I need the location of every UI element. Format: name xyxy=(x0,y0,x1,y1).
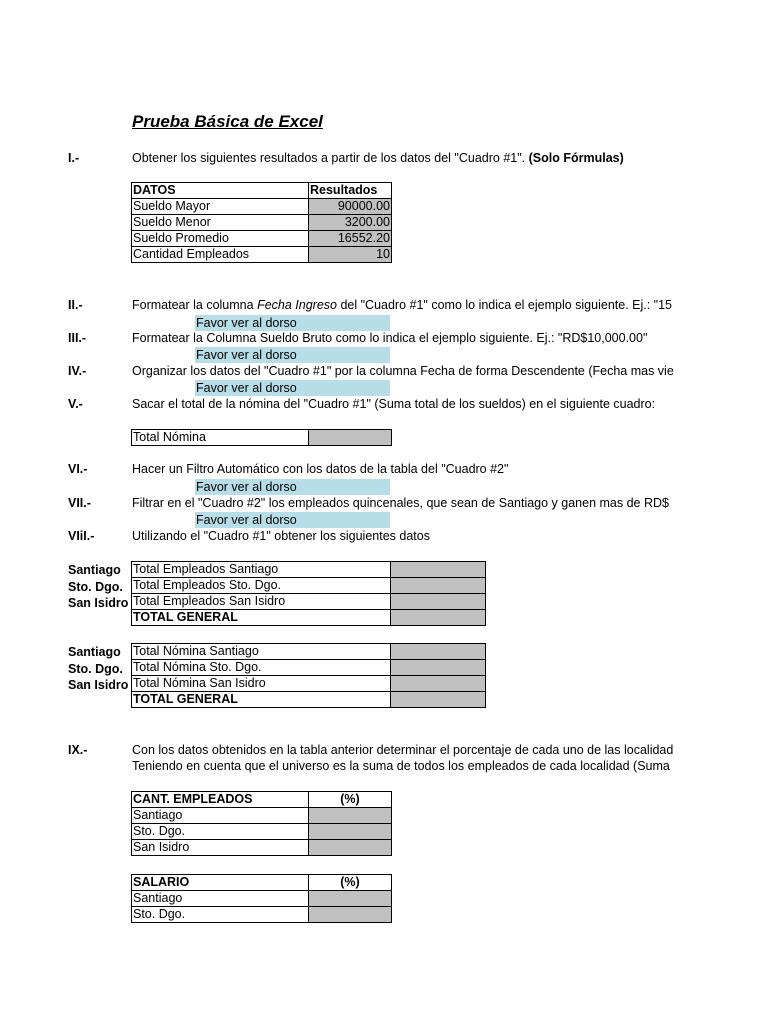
section-1-instruction: Obtener los siguientes resultados a partir de los datos del "Cuadro #1". xyxy=(132,151,526,165)
note-cell: Favor ver al dorso xyxy=(195,315,390,331)
total-nomina-table xyxy=(131,429,392,446)
section-7-text: Filtrar en el "Cuadro #2" los empleados quincenales, que sean de Santiago y ganen mas de RD$ xyxy=(132,496,669,510)
nomina-value[interactable] xyxy=(391,660,486,676)
section-2-post: del "Cuadro #1" como lo indica el ejemplo siguiente. Ej.: "15 xyxy=(336,298,673,312)
nomina-total-label: TOTAL GENERAL xyxy=(132,692,391,708)
result-cell[interactable]: 90000.00 xyxy=(309,199,392,215)
location-label: Sto. Dgo. xyxy=(68,579,123,594)
note-cell: Favor ver al dorso xyxy=(195,347,390,363)
nomina-total-value[interactable] xyxy=(391,692,486,708)
section-6-text: Hacer un Filtro Automático con los datos de la tabla del "Cuadro #2" xyxy=(132,462,509,476)
salario-header: SALARIO xyxy=(132,875,309,891)
cant-empleados-header: CANT. EMPLEADOS xyxy=(132,792,309,808)
empleados-label: Total Empleados San Isidro xyxy=(132,594,391,610)
section-1-bold-note: (Solo Fórmulas) xyxy=(528,151,624,165)
section-2-italic: Fecha Ingreso xyxy=(257,298,337,312)
datos-table xyxy=(131,182,392,263)
location-row-label: Sto. Dgo. xyxy=(132,824,309,840)
section-9-line2: Teniendo en cuenta que el universo es la suma de todos los empleados de cada localidad (Suma xyxy=(132,759,670,773)
section-9-line1: Con los datos obtenidos en la tabla anterior determinar el porcentaje de cada uno de las localidad xyxy=(132,743,674,757)
empleados-value[interactable] xyxy=(391,594,486,610)
percent-header: (%) xyxy=(309,792,392,808)
section-4-number: IV.- xyxy=(68,364,87,378)
location-row-label: Santiago xyxy=(132,808,309,824)
section-5-number: V.- xyxy=(68,397,83,411)
total-nomina-label: Total Nómina xyxy=(132,430,309,446)
location-label: Santiago xyxy=(68,563,121,577)
empleados-label: Total Empleados Sto. Dgo. xyxy=(132,578,391,594)
note-cell: Favor ver al dorso xyxy=(195,479,390,495)
datos-header: DATOS xyxy=(132,183,309,199)
section-2-text xyxy=(132,298,675,312)
result-cell[interactable]: 16552.20 xyxy=(309,231,392,247)
cant-empleados-table xyxy=(131,791,392,856)
resultados-header: Resultados xyxy=(309,183,392,199)
location-label: Sto. Dgo. xyxy=(68,661,123,676)
section-1-text xyxy=(132,151,624,165)
nomina-label: Total Nómina Sto. Dgo. xyxy=(132,660,391,676)
empleados-location-labels xyxy=(68,562,128,612)
total-nomina-value[interactable] xyxy=(309,430,392,446)
section-2-number: II.- xyxy=(68,298,83,312)
location-label: San Isidro xyxy=(68,678,129,692)
location-row-label: San Isidro xyxy=(132,840,309,856)
location-row-label: Sto. Dgo. xyxy=(132,907,309,923)
percent-header: (%) xyxy=(309,875,392,891)
percent-cell[interactable] xyxy=(309,840,392,856)
page-title: Prueba Básica de Excel xyxy=(132,112,323,131)
section-4-text: Organizar los datos del "Cuadro #1" por la columna Fecha de forma Descendente (Fecha mas vie xyxy=(132,364,674,378)
percent-cell[interactable] xyxy=(309,824,392,840)
empleados-table xyxy=(131,561,486,626)
section-5-text: Sacar el total de la nómina del "Cuadro #1" (Suma total de los sueldos) en el siguiente cuadro: xyxy=(132,397,656,411)
location-row-label: Santiago xyxy=(132,891,309,907)
note-cell: Favor ver al dorso xyxy=(195,380,390,396)
note-cell: Favor ver al dorso xyxy=(195,512,390,528)
empleados-value[interactable] xyxy=(391,562,486,578)
empleados-label: Total Empleados Santiago xyxy=(132,562,391,578)
percent-cell[interactable] xyxy=(309,808,392,824)
section-3-number: III.- xyxy=(68,331,87,345)
location-label: Santiago xyxy=(68,645,121,659)
nomina-table xyxy=(131,643,486,708)
section-1-number: I.- xyxy=(68,151,80,165)
section-9-number: IX.- xyxy=(68,743,88,757)
section-3-text: Formatear la Columna Sueldo Bruto como lo indica el ejemplo siguiente. Ej.: "RD$10,000.00" xyxy=(132,331,648,345)
datos-label: Cantidad Empleados xyxy=(132,247,309,263)
datos-label: Sueldo Mayor xyxy=(132,199,309,215)
location-label: San Isidro xyxy=(68,596,129,610)
empleados-total-label: TOTAL GENERAL xyxy=(132,610,391,626)
nomina-value[interactable] xyxy=(391,644,486,660)
result-cell[interactable]: 3200.00 xyxy=(309,215,392,231)
nomina-label: Total Nómina San Isidro xyxy=(132,676,391,692)
section-8-text: Utilizando el "Cuadro #1" obtener los siguientes datos xyxy=(132,529,430,543)
empleados-value[interactable] xyxy=(391,578,486,594)
section-8-number: VIiI.- xyxy=(68,529,95,543)
nomina-label: Total Nómina Santiago xyxy=(132,644,391,660)
section-7-number: VII.- xyxy=(68,496,91,510)
result-cell[interactable]: 10 xyxy=(309,247,392,263)
empleados-total-value[interactable] xyxy=(391,610,486,626)
datos-label: Sueldo Promedio xyxy=(132,231,309,247)
nomina-location-labels xyxy=(68,644,128,694)
section-2-pre: Formatear la columna xyxy=(132,298,258,312)
percent-cell[interactable] xyxy=(309,891,392,907)
salario-table xyxy=(131,874,392,923)
datos-label: Sueldo Menor xyxy=(132,215,309,231)
nomina-value[interactable] xyxy=(391,676,486,692)
section-6-number: VI.- xyxy=(68,462,88,476)
percent-cell[interactable] xyxy=(309,907,392,923)
